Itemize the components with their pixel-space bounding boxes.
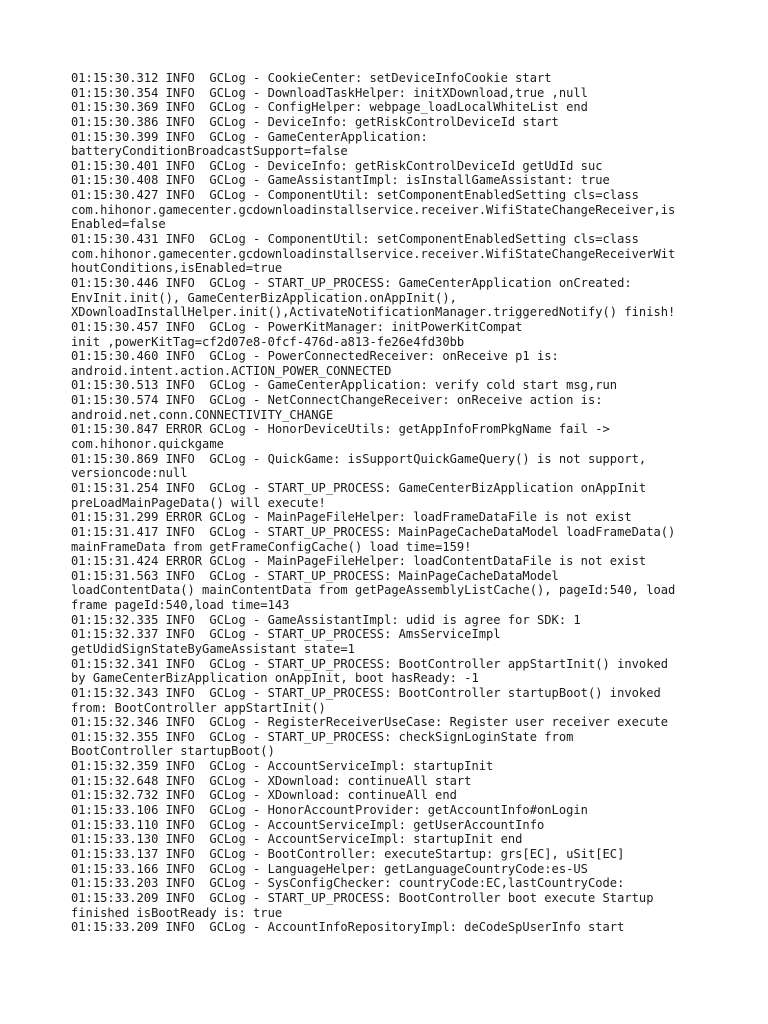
log-line: 01:15:30.408 INFO GCLog - GameAssistantImpl: isInstallGameAssistant: true xyxy=(71,173,610,188)
log-line: mainFrameData from getFrameConfigCache() load time=159! xyxy=(71,539,472,554)
log-line: Enabled=false xyxy=(71,217,166,232)
log-line: frame pageId:540,load time=143 xyxy=(71,598,290,613)
log-line: 01:15:30.869 INFO GCLog - QuickGame: isSupportQuickGameQuery() is not support, xyxy=(71,451,647,466)
log-line: 01:15:32.343 INFO GCLog - START_UP_PROCESS: BootController startupBoot() invoked xyxy=(71,685,661,700)
log-line: 01:15:33.209 INFO GCLog - AccountInfoRepositoryImpl: deCodeSpUserInfo start xyxy=(71,920,625,935)
log-line: 01:15:33.166 INFO GCLog - LanguageHelper: getLanguageCountryCode:es-US xyxy=(71,861,588,876)
log-line: 01:15:30.386 INFO GCLog - DeviceInfo: getRiskControlDeviceId start xyxy=(71,114,559,129)
log-line: finished isBootReady is: true xyxy=(71,905,283,920)
log-line: 01:15:33.130 INFO GCLog - AccountServiceImpl: startupInit end xyxy=(71,832,523,847)
log-line: init ,powerKitTag=cf2d07e8-0fcf-476d-a813-fe26e4fd30bb xyxy=(71,334,465,349)
log-line: EnvInit.init(), GameCenterBizApplication.onAppInit(), xyxy=(71,290,457,305)
log-line: 01:15:30.460 INFO GCLog - PowerConnectedReceiver: onReceive p1 is: xyxy=(71,349,559,364)
log-line: 01:15:30.401 INFO GCLog - DeviceInfo: getRiskControlDeviceId getUdId suc xyxy=(71,158,603,173)
log-line: 01:15:30.457 INFO GCLog - PowerKitManager: initPowerKitCompat xyxy=(71,319,523,334)
log-line: 01:15:32.335 INFO GCLog - GameAssistantImpl: udid is agree for SDK: 1 xyxy=(71,612,581,627)
log-line: 01:15:32.337 INFO GCLog - START_UP_PROCESS: AmsServiceImpl xyxy=(71,627,501,642)
log-line: 01:15:33.203 INFO GCLog - SysConfigChecker: countryCode:EC,lastCountryCode: xyxy=(71,876,625,891)
log-line: 01:15:30.399 INFO GCLog - GameCenterApplication: xyxy=(71,129,428,144)
log-line: com.hihonor.gamecenter.gcdownloadinstallservice.receiver.WifiStateChangeReceiverWit xyxy=(71,246,676,261)
log-line: loadContentData() mainContentData from getPageAssemblyListCache(), pageId:540, load xyxy=(71,583,676,598)
log-line: batteryConditionBroadcastSupport=false xyxy=(71,144,348,159)
log-line: 01:15:32.648 INFO GCLog - XDownload: continueAll start xyxy=(71,773,472,788)
log-line: preLoadMainPageData() will execute! xyxy=(71,495,326,510)
log-line: 01:15:33.106 INFO GCLog - HonorAccountProvider: getAccountInfo#onLogin xyxy=(71,803,588,818)
log-line: 01:15:31.299 ERROR GCLog - MainPageFileHelper: loadFrameDataFile is not exist xyxy=(71,510,632,525)
log-line: houtConditions,isEnabled=true xyxy=(71,261,283,276)
log-line: 01:15:30.513 INFO GCLog - GameCenterApplication: verify cold start msg,run xyxy=(71,378,618,393)
log-line: 01:15:30.427 INFO GCLog - ComponentUtil: setComponentEnabledSetting cls=class xyxy=(71,188,639,203)
log-line: android.intent.action.ACTION_POWER_CONNECTED xyxy=(71,363,392,378)
log-line: 01:15:31.563 INFO GCLog - START_UP_PROCESS: MainPageCacheDataModel xyxy=(71,568,559,583)
log-line: BootController startupBoot() xyxy=(71,744,275,759)
log-line: getUdidSignStateByGameAssistant state=1 xyxy=(71,641,355,656)
log-line: android.net.conn.CONNECTIVITY_CHANGE xyxy=(71,407,334,422)
log-line: XDownloadInstallHelper.init(),ActivateNotificationManager.triggeredNotify() finish! xyxy=(71,305,676,320)
log-line: versioncode:null xyxy=(71,466,188,481)
log-line: from: BootController appStartInit() xyxy=(71,700,326,715)
log-line: 01:15:32.355 INFO GCLog - START_UP_PROCESS: checkSignLoginState from xyxy=(71,729,574,744)
log-line: 01:15:33.110 INFO GCLog - AccountServiceImpl: getUserAccountInfo xyxy=(71,817,545,832)
log-line: 01:15:30.369 INFO GCLog - ConfigHelper: webpage_loadLocalWhiteList end xyxy=(71,100,588,115)
log-line: 01:15:32.346 INFO GCLog - RegisterReceiverUseCase: Register user receiver execute xyxy=(71,715,669,730)
log-line: by GameCenterBizApplication onAppInit, boot hasReady: -1 xyxy=(71,671,479,686)
log-line: 01:15:33.137 INFO GCLog - BootController: executeStartup: grs[EC], uSit[EC] xyxy=(71,846,625,861)
log-line: 01:15:30.847 ERROR GCLog - HonorDeviceUtils: getAppInfoFromPkgName fail -> xyxy=(71,422,610,437)
log-line: 01:15:30.354 INFO GCLog - DownloadTaskHelper: initXDownload,true ,null xyxy=(71,85,588,100)
log-line: 01:15:33.209 INFO GCLog - START_UP_PROCESS: BootController boot execute Startup xyxy=(71,890,654,905)
log-line: 01:15:30.574 INFO GCLog - NetConnectChangeReceiver: onReceive action is: xyxy=(71,393,603,408)
log-line: 01:15:30.446 INFO GCLog - START_UP_PROCESS: GameCenterApplication onCreated: xyxy=(71,275,632,290)
log-line: 01:15:32.732 INFO GCLog - XDownload: continueAll end xyxy=(71,788,457,803)
log-line: 01:15:32.341 INFO GCLog - START_UP_PROCESS: BootController appStartInit() invoked xyxy=(71,656,669,671)
log-line: com.hihonor.quickgame xyxy=(71,437,224,452)
log-line: 01:15:30.431 INFO GCLog - ComponentUtil: setComponentEnabledSetting cls=class xyxy=(71,232,639,247)
log-line: 01:15:32.359 INFO GCLog - AccountServiceImpl: startupInit xyxy=(71,759,494,774)
log-text-block xyxy=(71,71,711,935)
log-line: 01:15:31.424 ERROR GCLog - MainPageFileHelper: loadContentDataFile is not exist xyxy=(71,554,647,569)
log-line: com.hihonor.gamecenter.gcdownloadinstallservice.receiver.WifiStateChangeReceiver,is xyxy=(71,202,676,217)
log-line: 01:15:31.254 INFO GCLog - START_UP_PROCESS: GameCenterBizApplication onAppInit xyxy=(71,480,647,495)
log-line: 01:15:31.417 INFO GCLog - START_UP_PROCESS: MainPageCacheDataModel loadFrameData() xyxy=(71,524,676,539)
log-line: 01:15:30.312 INFO GCLog - CookieCenter: setDeviceInfoCookie start xyxy=(71,71,552,85)
